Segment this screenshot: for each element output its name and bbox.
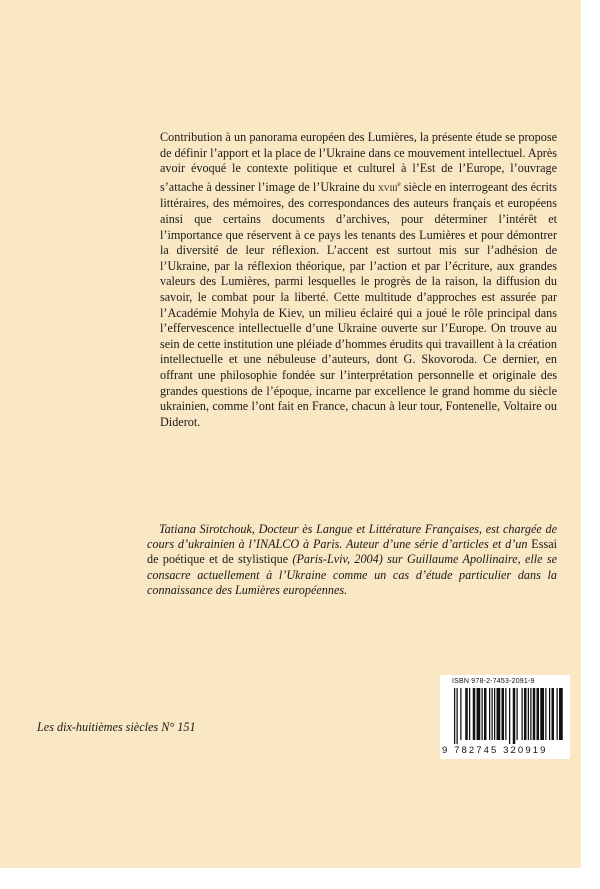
barcode-bar bbox=[505, 688, 506, 740]
barcode-bar bbox=[502, 688, 505, 740]
barcode-bar bbox=[522, 688, 523, 740]
barcode-bar bbox=[454, 688, 455, 744]
barcode bbox=[440, 675, 570, 759]
barcode-bar bbox=[497, 688, 501, 740]
barcode-bar bbox=[557, 688, 558, 740]
author-bio-part2: (Paris-Lviv, 2004) sur Guillaume Apollinaire, elle se consacre actuellement à l’Ukraine comme un cas d’étude particulier dans la connaissance des Lumières européennes. bbox=[147, 552, 558, 597]
isbn-label: ISBN 978-2-7453-2091-9 bbox=[452, 678, 535, 685]
barcode-bar bbox=[465, 688, 468, 740]
barcode-bar bbox=[494, 688, 495, 740]
barcode-bar bbox=[559, 688, 563, 740]
barcode-bar bbox=[482, 688, 483, 740]
ean-number: 9 782745 320919 bbox=[442, 745, 548, 756]
barcode-bar bbox=[528, 688, 529, 740]
barcode-bar bbox=[489, 688, 490, 740]
summary-text-part2: siècle en interrogeant des écrits littéraires, des mémoires, des correspondances des auteurs français et européens ainsi que certains documents d’archives, pour déterminer l’intérêt et l’importance que réservent à ce pays les tenants des Lumières et pour démontrer la diversité de leur réflexion. L’accent est surtout mis sur l’adhésion de l’Ukraine, par la réflexion théorique, par l’action et par l’écriture, aux grandes valeurs des Lumières, parmi lesquelles le progrès de la raison, la diffusion du savoir, le combat pour la liberté. Cette multitude d’approches est assurée par l’Académie Mohyla de Kiev, un milieu éclairé qui a joué le rôle principal dans l’effervescence intellectuelle d’une Ukraine ouverte sur l’Europe. On trouve au sein de cette institution une pléiade d’hommes érudits qui travaillent à la création intellectuelle et une nébuleuse d’auteurs, dont G. Skovoroda. Ce dernier, en offrant une philosophie fondée sur l’interprétation personnelle et originale des grandes questions de l’époque, incarne par excellence le grand homme du siècle ukrainien, comme l’ont fait en France, chacun à leur tour, Fontenelle, Voltaire ou Diderot. bbox=[160, 179, 557, 429]
barcode-bar bbox=[477, 688, 481, 740]
barcode-bar bbox=[517, 688, 518, 740]
barcode-bar bbox=[469, 688, 470, 740]
century-suffix: e bbox=[397, 179, 401, 188]
barcode-bar bbox=[509, 688, 510, 744]
barcode-bar bbox=[524, 688, 527, 740]
barcode-bar bbox=[513, 688, 516, 744]
author-bio-part1: Tatiana Sirotchouk, Docteur ès Langue et Littérature Françaises, est chargée de cours d’ukrainien à l’INALCO à Paris. Auteur d’une série d’articles et d’un bbox=[147, 522, 557, 552]
author-biography bbox=[147, 522, 557, 598]
barcode-bar bbox=[460, 688, 461, 740]
barcode-bar bbox=[545, 688, 546, 740]
barcode-bar bbox=[540, 688, 544, 740]
barcode-bars bbox=[450, 688, 566, 744]
book-summary bbox=[160, 130, 557, 430]
series-title: Les dix-huitièmes siècles N° 151 bbox=[37, 720, 196, 734]
barcode-bar bbox=[552, 688, 555, 740]
century-numeral: xviii bbox=[378, 181, 398, 194]
barcode-bar bbox=[530, 688, 531, 740]
barcode-bar bbox=[537, 688, 540, 740]
barcode-bar bbox=[533, 688, 536, 740]
essay-title: Essai de poétique et de stylistique bbox=[147, 537, 557, 567]
barcode-bar bbox=[457, 688, 458, 744]
barcode-bar bbox=[473, 688, 476, 740]
summary-text-part1: Contribution à un panorama européen des Lumières, la présente étude se propose de définir l’apport et la place de l’Ukraine dans ce mouvement intellectuel. Après avoir évoqué le contexte politique et culturel à l’Est de l’Europe, l’ouvrage s’attache à dessiner l’image de l’Ukraine du bbox=[160, 130, 557, 194]
barcode-bar bbox=[484, 688, 487, 740]
barcode-bar bbox=[492, 688, 493, 740]
barcode-bar bbox=[549, 688, 550, 740]
